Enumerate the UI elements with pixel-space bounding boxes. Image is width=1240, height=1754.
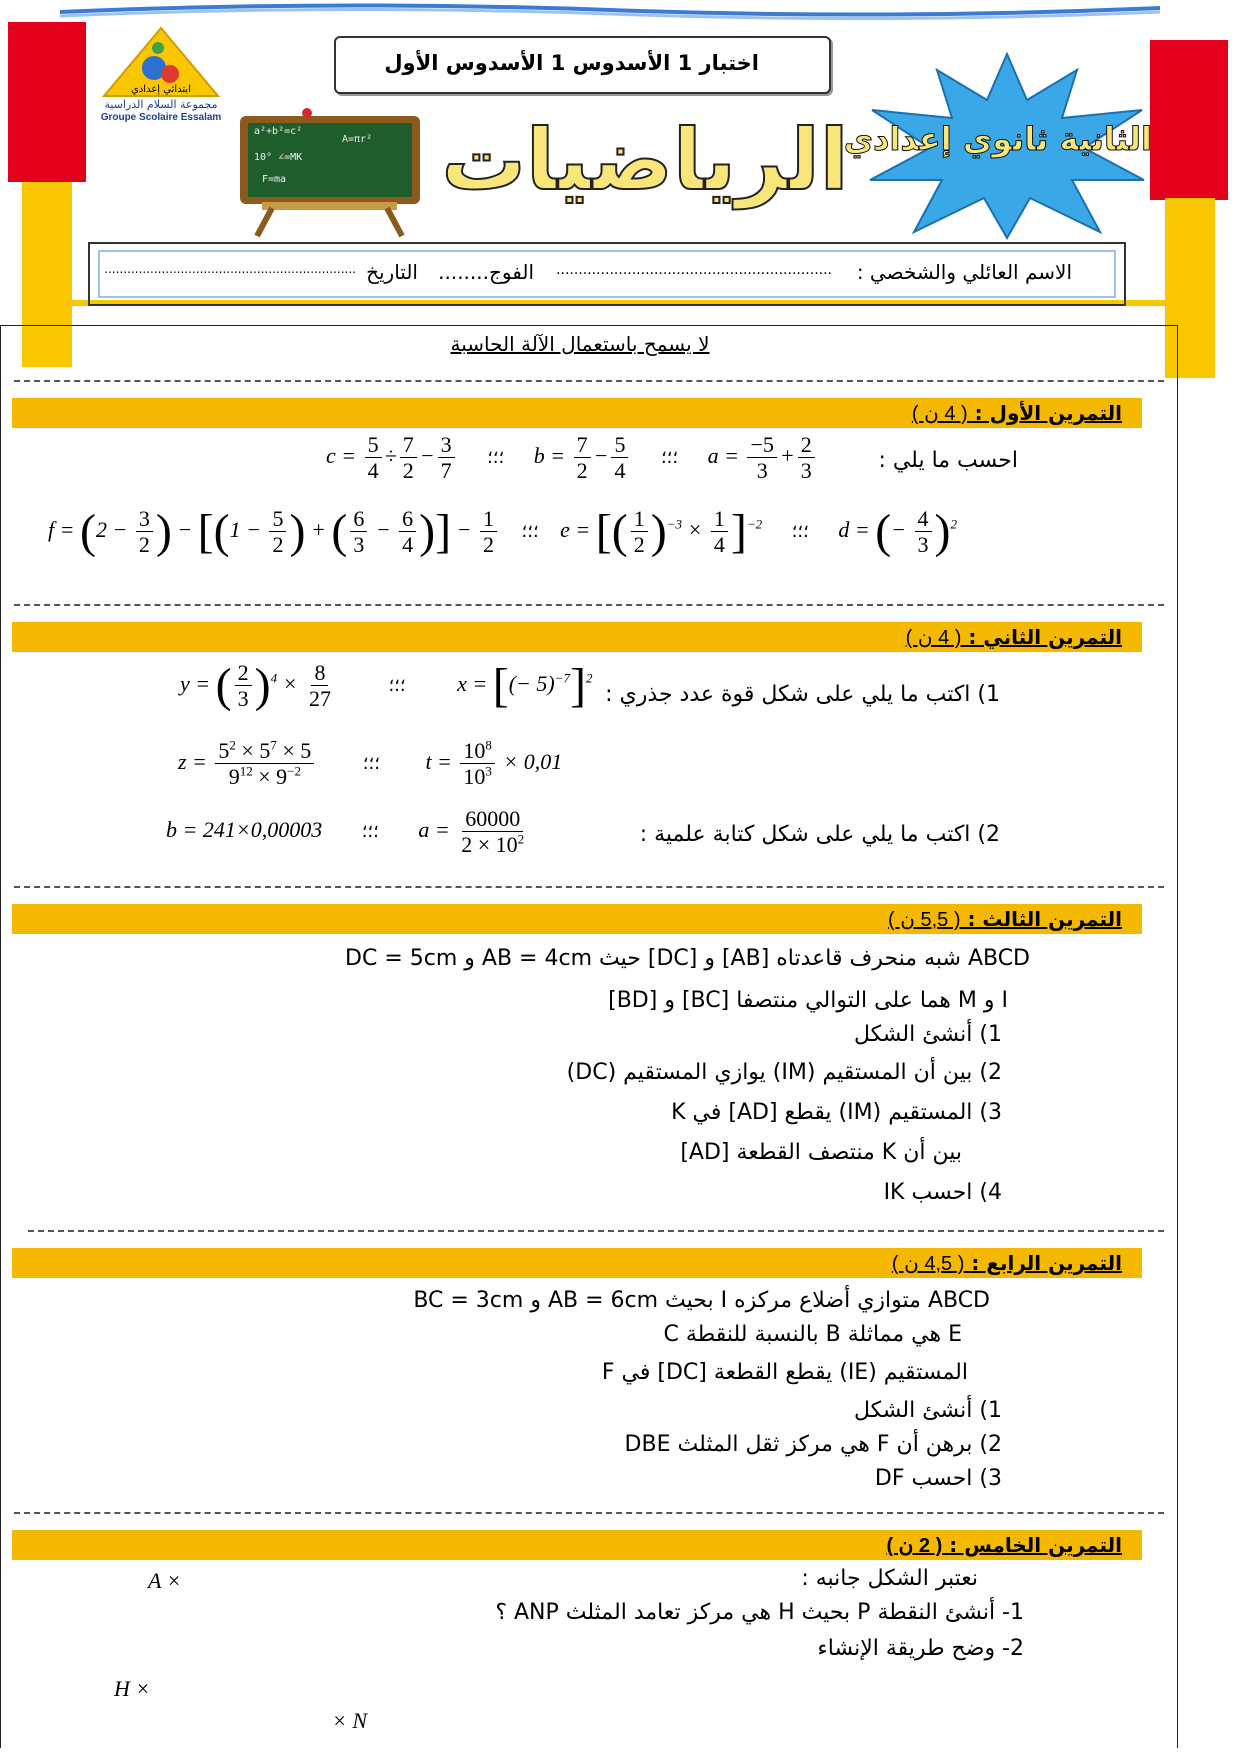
left-red-block — [8, 22, 86, 182]
group-label: الفوج........ — [438, 260, 534, 284]
exercise-3-header — [12, 904, 1142, 934]
exercise-2-header — [12, 622, 1142, 652]
top-wave-decoration — [60, 0, 1160, 20]
school-name-french: Groupe Scolaire Essalam — [100, 112, 222, 123]
exercise-1-title: التمرين الأول : — [974, 401, 1122, 425]
exercise-2-question-1: 1) اكتب ما يلي على شكل قوة عدد جذري : — [605, 682, 1000, 707]
name-label: الاسم العائلي والشخصي : — [856, 260, 1072, 284]
exercise-4-points: ( 4,5 ن ) — [891, 1253, 965, 1275]
test-title: اختبار 1 الأسدوس 1 الأسدوس الأول — [384, 51, 759, 75]
board-line-4: F=ma — [262, 174, 287, 185]
exercise-4-question-2: 2) برهن أن F هي مركز ثقل المثلث DBE — [624, 1432, 1002, 1457]
divider — [14, 886, 1164, 888]
level-label: الثانية ثانوي إعدادي — [843, 120, 1152, 158]
level-starburst — [843, 50, 1152, 240]
point-N: × N — [332, 1708, 368, 1733]
board-line-3: 10° ∠=MK — [254, 152, 303, 163]
exercise-3-line-2: I و M هما على التوالي منتصفا [BC] و [BD] — [608, 988, 1008, 1013]
divider — [14, 1512, 1164, 1514]
exercise-5-question-2: 2- وضح طريقة الإنشاء — [817, 1636, 1024, 1661]
exercise-5-question-1: 1- أنشئ النقطة P بحيث H هي مركز تعامد المثلث ANP ؟ — [495, 1600, 1024, 1625]
exercise-4-question-3: 3) احسب DF — [874, 1466, 1002, 1491]
exercise-4-line-1: ABCD متوازي أضلاع مركزه I بحيث AB = 6cm و BC = 3cm — [413, 1288, 990, 1313]
chalkboard-illustration — [232, 108, 427, 238]
calculator-notice: لا يسمح باستعمال الآلة الحاسبة — [450, 332, 710, 356]
right-red-block — [1150, 40, 1228, 200]
exercise-2-title: التمرين الثاني : — [968, 625, 1122, 649]
point-A: A × — [148, 1568, 182, 1593]
point-H: H × — [114, 1676, 151, 1701]
school-logo — [96, 22, 226, 122]
exercise-2-y-x: y = ( $\frac{2}{3}$ )$^4$ × $\frac{8}{27}$ ؛؛؛ x = [(− 5)$^{-7}$]$^2$ — [180, 658, 593, 712]
exercise-2-points: ( 4 ن ) — [905, 627, 962, 649]
exercise-4-line-2: E هي مماثلة B بالنسبة للنقطة C — [663, 1322, 962, 1347]
exercise-4-title: التمرين الرابع : — [971, 1251, 1122, 1275]
exercise-4-header — [12, 1248, 1142, 1278]
exercise-5-intro: نعتبر الشكل جانبه : — [801, 1566, 978, 1591]
exercise-2-z-t: z = $\frac{5^2 \times 5^7 \times 5}{9^{12} \times 9^{-2}}$ ؛؛؛ t = $\frac{10^8}{10^3}$ × 0,01 — [178, 737, 563, 790]
exercise-3-question-4: 4) احسب IK — [883, 1180, 1002, 1205]
exercise-3-question-1: 1) أنشئ الشكل — [853, 1022, 1002, 1047]
divider — [14, 380, 1164, 382]
exercise-5-points: ( 2 ن ) — [886, 1535, 943, 1557]
name-field[interactable]: .............................................................. — [556, 262, 832, 278]
school-name-arabic: مجموعة السلام الدراسية — [104, 98, 218, 111]
exercise-1-row-1: c = $\frac{5}{4}$ ÷ $\frac{7}{2}$ − $\frac{3}{7}$ ؛؛؛ b = $\frac{7}{2}$ − $\frac{5}{4}$ ؛؛؛ a = $\frac{-5}{3}$ + $\frac{2}{3}$ — [326, 432, 818, 484]
date-field[interactable]: .................................................................. — [104, 262, 356, 276]
exercise-3-question-3: 3) المستقيم (IM) يقطع [AD] في K — [671, 1100, 1002, 1125]
exercise-4-question-1: 1) أنشئ الشكل — [853, 1398, 1002, 1423]
test-title-box — [334, 36, 831, 94]
exercise-1-header — [12, 398, 1142, 428]
exercise-3-question-3b: بين أن K منتصف القطعة [AD] — [680, 1140, 962, 1165]
exercise-1-points: ( 4 ن ) — [911, 403, 968, 425]
logo-text: ابتدائي إعدادي — [131, 84, 191, 95]
exercise-2-question-2: 2) اكتب ما يلي على شكل كتابة علمية : — [639, 822, 1000, 847]
divider — [14, 604, 1164, 606]
divider — [28, 1230, 1164, 1232]
exercise-5-header — [12, 1530, 1142, 1560]
exercise-3-title: التمرين الثالث : — [967, 907, 1122, 931]
date-label: التاريخ — [366, 260, 418, 284]
subject-title: الرياضيات — [441, 111, 849, 209]
exercise-1-prompt: احسب ما يلي : — [878, 448, 1018, 473]
student-info-box — [88, 242, 1126, 306]
exercise-3-points: ( 5,5 ن ) — [888, 909, 961, 931]
exercise-3-line-1: ABCD شبه منحرف قاعدتاه [AB] و [DC] حيث AB = 4cm و DC = 5cm — [345, 946, 1030, 971]
exercise-1-row-2: f = (2 − $\frac{3}{2}$ ) − [(1 − $\frac{5}{2}$ ) + ( $\frac{6}{3}$ − $\frac{6}{4}$ )] − $\frac{1}{2}$ ؛؛؛ e = [( $\frac{1}{2}$ )$^{-3}$ × $\frac{1}{4}$ ]$^{-2}$ ؛؛؛ d = (− $\frac{4}{3}$ )$^2$ — [48, 504, 958, 558]
board-line-1: a²+b²=c² — [254, 126, 303, 137]
exercise-5-title: التمرين الخامس : — [949, 1533, 1122, 1557]
exercise-4-line-3: المستقيم (IE) يقطع القطعة [DC] في F — [601, 1360, 968, 1385]
exercise-2-b-a: b = 241×0,00003 ؛؛؛ a = $\frac{60000}{2 \times 10^2}$ — [166, 806, 525, 858]
exercise-3-question-2: 2) بين أن المستقيم (IM) يوازي المستقيم (DC) — [566, 1060, 1002, 1085]
board-line-2: A=πr² — [342, 134, 373, 145]
